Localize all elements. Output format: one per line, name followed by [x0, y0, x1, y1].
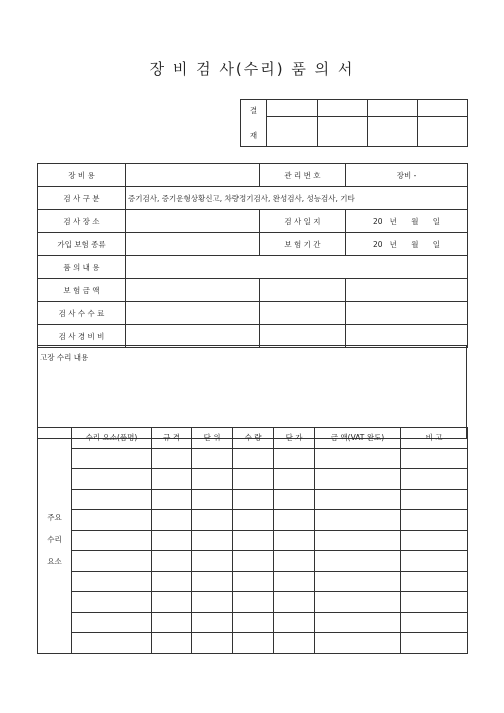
category-label: 검 사 구 분	[38, 187, 126, 210]
parts-side-label: 주요 수리 요소	[38, 428, 72, 654]
table-row	[38, 469, 468, 490]
approval-sign-cell[interactable]	[318, 117, 368, 147]
table-row	[38, 510, 468, 531]
equipment-label: 장 비 용	[38, 164, 126, 187]
fee-label: 검 사 수 수 료	[38, 302, 126, 325]
inspection-form	[37, 163, 468, 348]
repair-notes-field[interactable]	[38, 346, 467, 439]
approval-sign-cell[interactable]	[267, 117, 318, 147]
place-field[interactable]	[126, 210, 260, 233]
approval-title-cell	[418, 100, 468, 117]
table-row	[38, 530, 468, 551]
fee-extra-field[interactable]	[260, 302, 346, 325]
place-label: 검 사 장 소	[38, 210, 126, 233]
equipment-field[interactable]	[126, 164, 260, 187]
table-row	[38, 551, 468, 572]
col-header-part: 수리 요소(품명)	[72, 428, 152, 449]
fee-field[interactable]	[126, 302, 260, 325]
table-row	[38, 633, 468, 654]
expense-label: 검 사 경 비 비	[38, 325, 126, 348]
amount-label: 보 험 금 액	[38, 279, 126, 302]
approval-title-cell	[368, 100, 418, 117]
approval-title-cell	[267, 100, 318, 117]
parts-header-row	[38, 428, 468, 449]
repair-notes-section	[37, 345, 467, 439]
insurance-label: 가입 보험 종류	[38, 233, 126, 256]
approval-box	[240, 99, 468, 147]
amount-extra-field[interactable]	[260, 279, 346, 302]
mgmt-no-field[interactable]: 장비 -	[346, 164, 468, 187]
period-label: 보 험 기 간	[260, 233, 346, 256]
approval-sign-cell[interactable]	[418, 117, 468, 147]
approval-label: 결 재	[241, 100, 267, 147]
category-field[interactable]: 증기검사, 증기운형상황신고, 차량정기검사, 완성검사, 성능검사, 기타	[126, 187, 468, 210]
purpose-field[interactable]	[126, 256, 468, 279]
repair-notes-label: 고장 수리 내용	[40, 353, 89, 362]
col-header-price: 단 가	[274, 428, 315, 449]
period-field[interactable]: 20 년 월 일	[346, 233, 468, 256]
table-row	[38, 571, 468, 592]
approval-title-cell	[318, 100, 368, 117]
table-row	[38, 592, 468, 613]
amount-field[interactable]	[126, 279, 260, 302]
amount-extra-field[interactable]	[346, 279, 468, 302]
date-label: 검 사 일 지	[260, 210, 346, 233]
table-row	[38, 489, 468, 510]
col-header-qty: 수 량	[233, 428, 274, 449]
col-header-unit: 단 위	[192, 428, 233, 449]
approval-sign-cell[interactable]	[368, 117, 418, 147]
insurance-field[interactable]	[126, 233, 260, 256]
page-title: 장 비 검 사(수리) 품 의 서	[149, 60, 355, 78]
date-field[interactable]: 20 년 월 일	[346, 210, 468, 233]
fee-extra-field[interactable]	[346, 302, 468, 325]
repair-parts-table	[37, 427, 468, 654]
col-header-amount: 금 액(VAT 완도)	[315, 428, 401, 449]
purpose-label: 품 의 내 용	[38, 256, 126, 279]
col-header-spec: 규 격	[152, 428, 192, 449]
table-row	[38, 612, 468, 633]
col-header-remarks: 비 고	[401, 428, 468, 449]
table-row	[38, 448, 468, 469]
mgmt-no-label: 관 리 번 호	[260, 164, 346, 187]
